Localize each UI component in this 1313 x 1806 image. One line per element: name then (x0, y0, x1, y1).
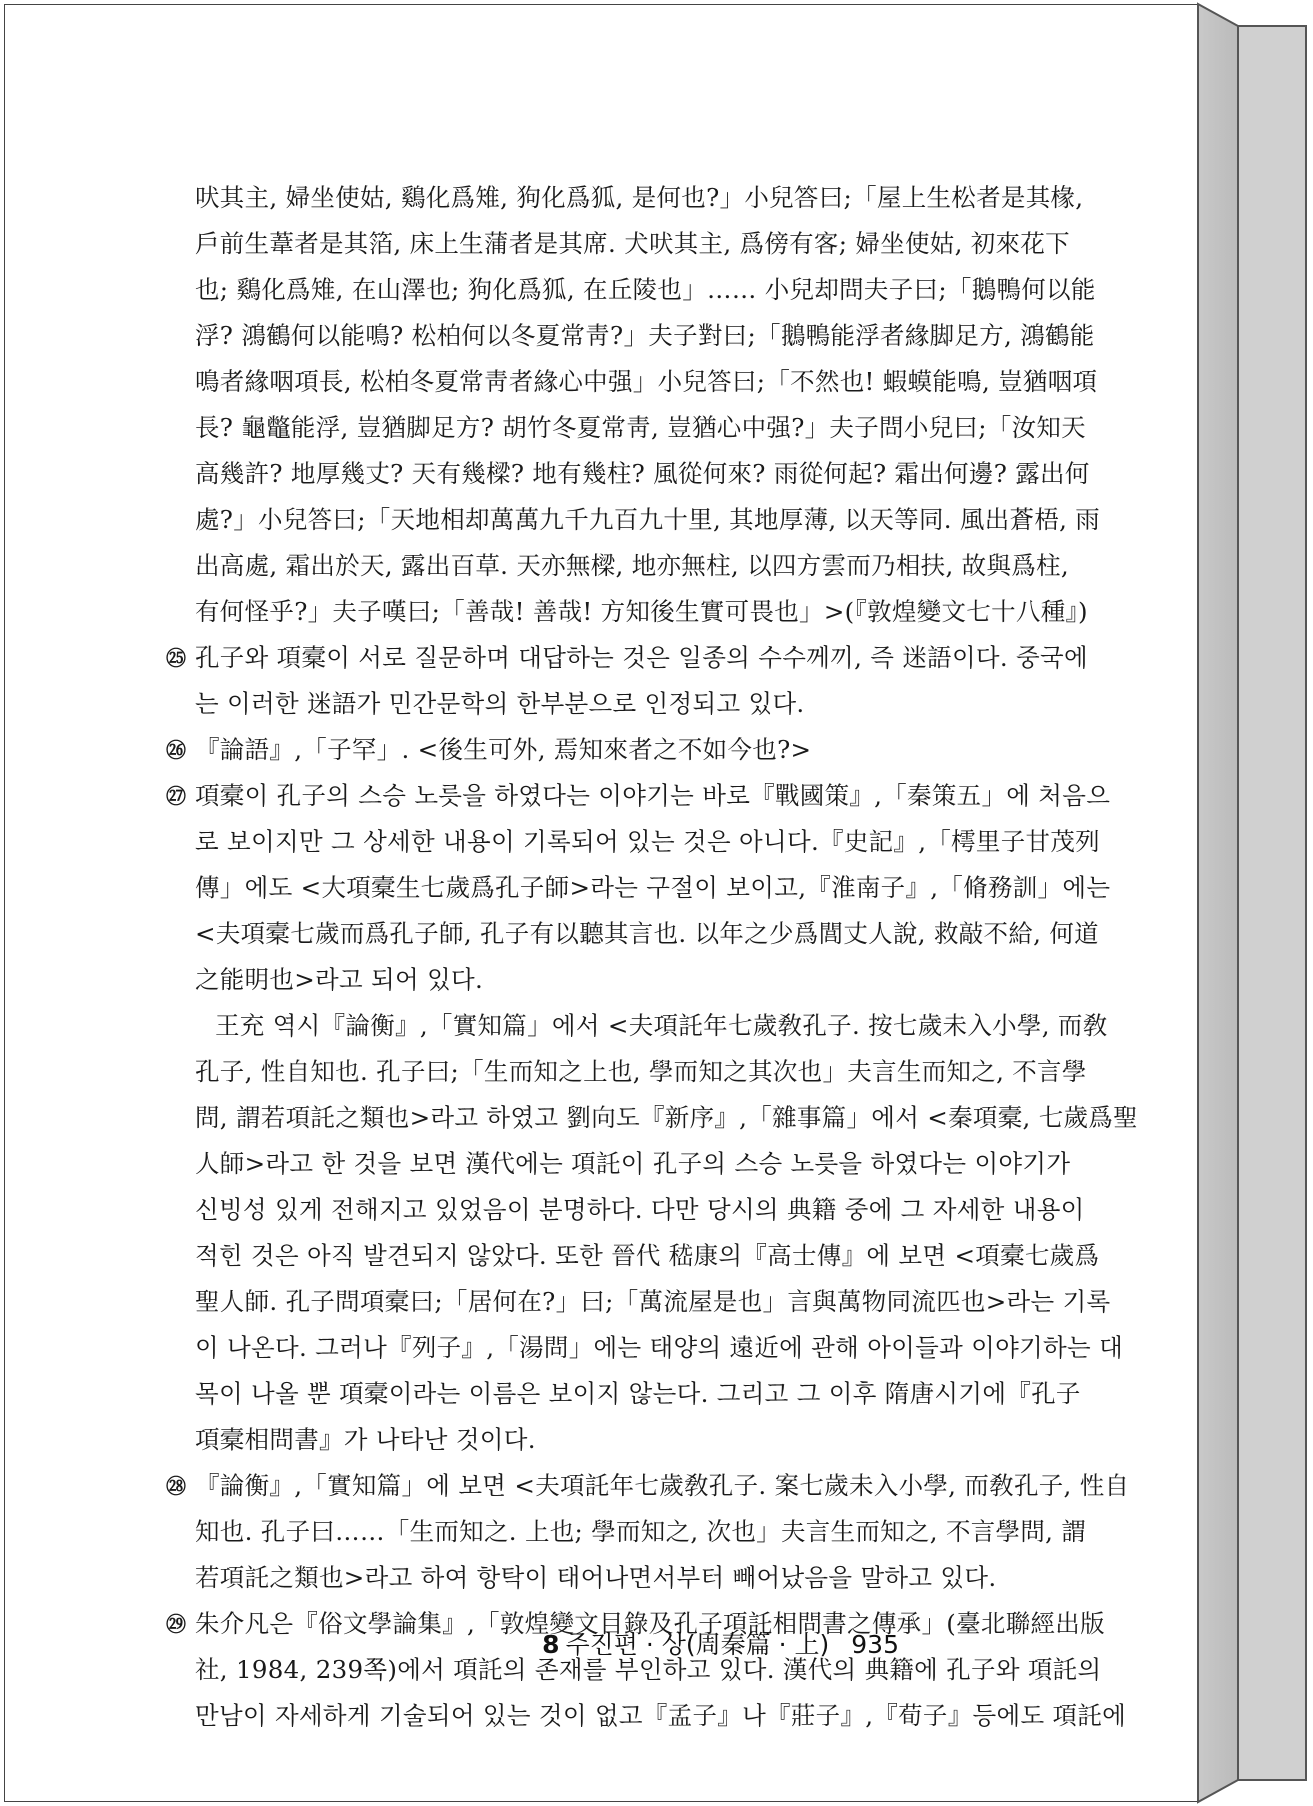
note-number: ㉖ (166, 738, 187, 762)
book-spine-shape (1198, 4, 1310, 1802)
text-line (195, 1417, 1035, 1463)
line-text: <夫項槖七歲而爲孔子師, 孔子有以聽其言也. 以年之少爲閭丈人說, 救敲不給, 何道 (195, 919, 1099, 948)
note-line (166, 727, 1035, 773)
line-text: 朱介凡은『俗文學論集』,「敦煌變文目錄及孔子項託相問書之傳承」(臺北聯經出版 (195, 1609, 1105, 1638)
text-line (195, 1279, 1111, 1325)
line-text: 之能明也>라고 되어 있다. (195, 965, 484, 994)
text-line (195, 1555, 1035, 1601)
text-line (195, 957, 1035, 1003)
line-text: 이 나온다. 그러나『列子』,「湯問」에는 태양의 遠近에 관해 아이들과 이야기하는 대 (195, 1333, 1124, 1362)
text-line (195, 1141, 1071, 1187)
note-line (166, 1463, 1130, 1509)
text-line (195, 451, 1090, 497)
note-number: ㉙ (166, 1612, 187, 1636)
text-line (195, 1003, 1108, 1049)
note-number: ㉗ (166, 784, 187, 808)
text-line (195, 359, 1098, 405)
line-text: 王充 역시『論衡』,「實知篇」에서 <夫項託年七歲敎孔子. 按七歲未入小學, 而敎 (215, 1011, 1108, 1040)
line-text: 로 보이지만 그 상세한 내용이 기록되어 있는 것은 아니다.『史記』,「樗里子甘茂列 (195, 827, 1100, 856)
line-text: 적힌 것은 아직 발견되지 않았다. 또한 晉代 嵇康의『高士傳』에 보면 <項槖七歲爲 (195, 1241, 1100, 1270)
note-line (166, 773, 1111, 819)
text-line (195, 313, 1095, 359)
line-text: 處?」小兒答曰;「天地相却萬萬九千九百九十里, 其地厚薄, 以天等同. 風出蒼梧, 雨 (195, 505, 1101, 534)
text-line (195, 911, 1099, 957)
line-text: 신빙성 있게 전해지고 있었음이 분명하다. 다만 당시의 典籍 중에 그 자세한 내용이 (195, 1195, 1085, 1224)
text-line (195, 1325, 1124, 1371)
line-text: 項槖相問書』가 나타난 것이다. (195, 1425, 536, 1454)
text-line (195, 865, 1111, 911)
line-text: 吠其主, 婦坐使姑, 鷄化爲雉, 狗化爲狐, 是何也?」小兒答曰;「屋上生松者是其椽, (195, 183, 1084, 212)
line-text: 戶前生葦者是其箔, 床上生蒲者是其席. 犬吠其主, 爲傍有客; 婦坐使姑, 初來花下 (195, 229, 1070, 258)
line-text: 傳」에도 <大項槖生七歲爲孔子師>라는 구절이 보이고,『淮南子』,「脩務訓」에는 (195, 873, 1111, 902)
line-text: 聖人師. 孔子問項槖曰;「居何在?」曰;「萬流屋是也」言與萬物同流匹也>라는 기록 (195, 1287, 1111, 1316)
text-block (166, 175, 1138, 1739)
text-line (195, 497, 1101, 543)
line-text: 高幾許? 地厚幾丈? 天有幾樑? 地有幾柱? 風從何來? 雨從何起? 霜出何邊? 露出何 (195, 459, 1090, 488)
line-text: 項槖이 孔子의 스승 노릇을 하였다는 이야기는 바로『戰國策』,「秦策五」에 처음으 (195, 781, 1111, 810)
line-text: 鳴者緣咽項長, 松柏冬夏常靑者緣心中强」小兒答曰;「不然也! 蝦蟆能鳴, 豈猶咽項 (195, 367, 1098, 396)
text-line (195, 221, 1070, 267)
page-number: 935 (851, 1630, 899, 1659)
text-line (195, 681, 1035, 727)
line-text: 『論衡』,「實知篇」에 보면 <夫項託年七歲敎孔子. 案七歲未入小學, 而敎孔子, 性自 (195, 1471, 1130, 1500)
chapter-title: 주진편 · 상(周秦篇 · 上) (565, 1630, 830, 1659)
text-line (195, 1187, 1085, 1233)
text-line (195, 1049, 1087, 1095)
chapter-number: 8 (542, 1630, 560, 1659)
text-line (195, 1233, 1100, 1279)
text-line (195, 1095, 1138, 1141)
text-line (195, 1693, 1127, 1739)
line-text: 長? 龜鼈能浮, 豈猶脚足方? 胡竹冬夏常靑, 豈猶心中强?」夫子問小兒曰;「汝知天 (195, 413, 1086, 442)
note-number: ㉕ (166, 646, 187, 670)
line-text: 浮? 鴻鶴何以能鳴? 松柏何以冬夏常靑?」夫子對曰;「鵝鴨能浮者緣脚足方, 鴻鶴能 (195, 321, 1095, 350)
page-footer (542, 1625, 899, 1661)
line-text: 社, 1984, 239쪽)에서 項託의 존재를 부인하고 있다. 漢代의 典籍에 孔子와 項託의 (195, 1655, 1102, 1684)
line-text: 孔子와 項槖이 서로 질문하며 대답하는 것은 일종의 수수께끼, 즉 迷語이다. 중국에 (195, 643, 1088, 672)
line-text: 若項託之類也>라고 하여 항탁이 태어나면서부터 빼어났음을 말하고 있다. (195, 1563, 997, 1592)
book-spine (1198, 4, 1310, 1802)
line-text: 知也. 孔子曰……「生而知之. 上也; 學而知之, 次也」夫言生而知之, 不言學問, 謂 (195, 1517, 1087, 1546)
line-text: 는 이러한 迷語가 민간문학의 한부분으로 인정되고 있다. (195, 689, 805, 718)
line-text: 人師>라고 한 것을 보면 漢代에는 項託이 孔子의 스승 노릇을 하였다는 이야기가 (195, 1149, 1071, 1178)
page (4, 4, 1200, 1802)
text-line (195, 175, 1084, 221)
note-number: ㉘ (166, 1474, 187, 1498)
text-line (195, 267, 1096, 313)
text-line (195, 819, 1100, 865)
line-text: 『論語』,「子罕」. <後生可外, 焉知來者之不如今也?> (195, 735, 812, 764)
text-line (195, 1371, 1081, 1417)
text-line (195, 589, 1088, 635)
line-text: 孔子, 性自知也. 孔子曰;「生而知之上也, 學而知之其次也」夫言生而知之, 不言學 (195, 1057, 1087, 1086)
line-text: 也; 鷄化爲雉, 在山澤也; 狗化爲狐, 在丘陵也」…… 小兒却問夫子曰;「鵝鴨何以能 (195, 275, 1096, 304)
line-text: 出高處, 霜出於天, 露出百草. 天亦無樑, 地亦無柱, 以四方雲而乃相扶, 故與爲柱, (195, 551, 1069, 580)
note-line (166, 635, 1088, 681)
text-line (195, 1509, 1087, 1555)
line-text: 有何怪乎?」夫子嘆曰;「善哉! 善哉! 方知後生實可畏也」>(『敦煌變文七十八種』) (195, 597, 1088, 626)
text-line (195, 543, 1069, 589)
line-text: 만남이 자세하게 기술되어 있는 것이 없고『孟子』나『莊子』,『荀子』등에도 項託에 (195, 1701, 1127, 1730)
text-line (195, 405, 1086, 451)
line-text: 問, 謂若項託之類也>라고 하였고 劉向도『新序』,「雜事篇」에서 <秦項槖, 七歲爲聖 (195, 1103, 1138, 1132)
line-text: 목이 나올 뿐 項槖이라는 이름은 보이지 않는다. 그리고 그 이후 隋唐시기에『孔子 (195, 1379, 1081, 1408)
